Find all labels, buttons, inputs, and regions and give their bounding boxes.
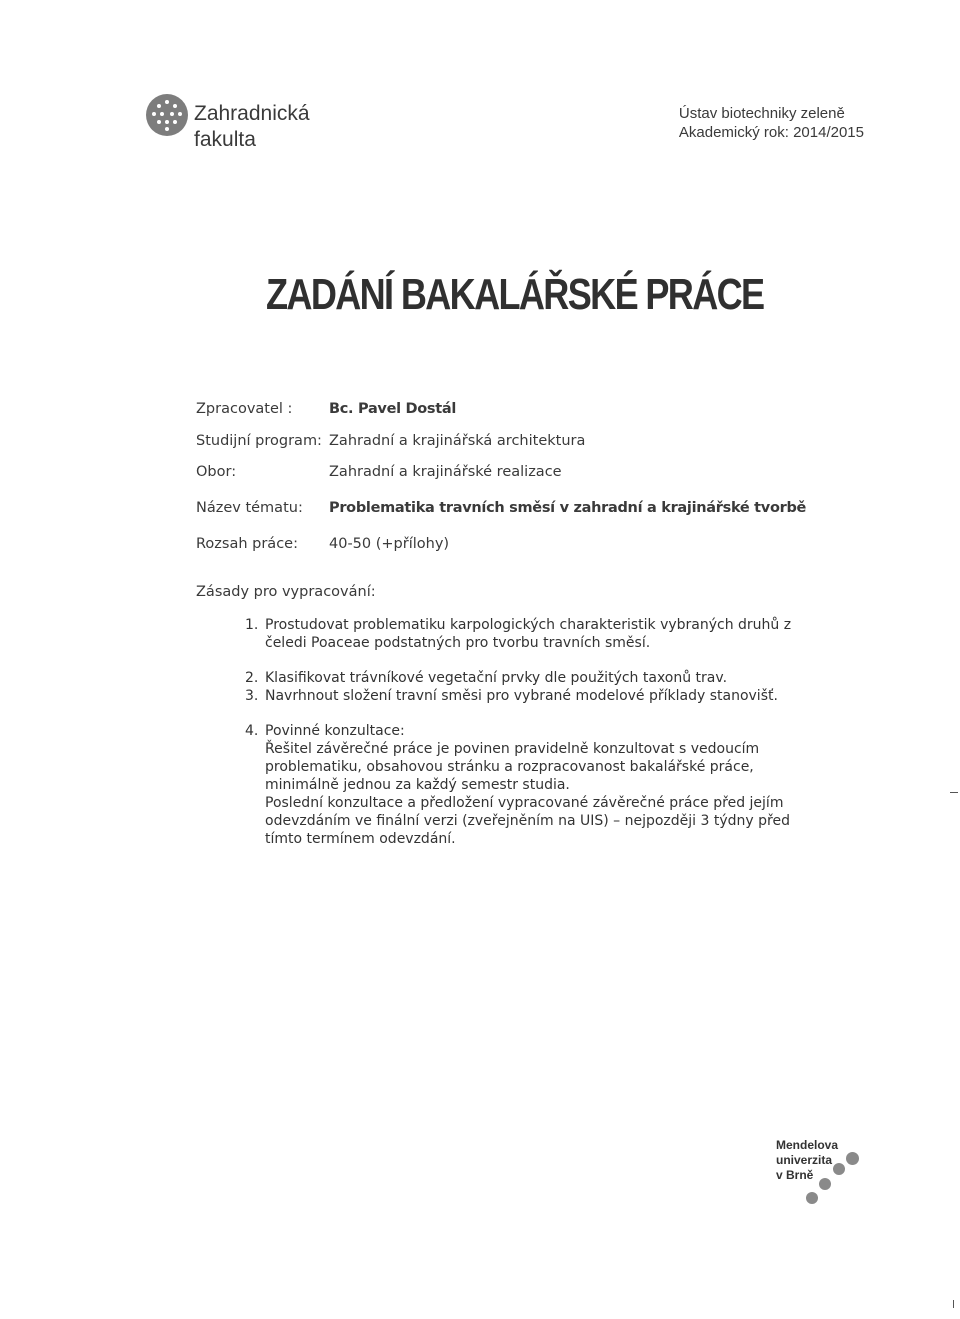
university-logo-dot-icon [819,1178,831,1190]
university-name-line3: v Brně [776,1168,814,1182]
program-label: Studijní program: [196,433,322,449]
university-logo-dot-icon [806,1192,818,1204]
extent-value: 40-50 (+přílohy) [329,536,450,552]
university-name-line1: Mendelova [776,1138,839,1152]
faculty-name [194,101,310,153]
university-logo-dot-icon [846,1152,859,1165]
topic-label: Název tématu: [196,500,303,516]
institute-block [679,104,864,142]
item-number: 1. [245,617,259,633]
item-number: 2. [245,670,259,686]
item-paragraph-1: Řešitel závěrečné práce je povinen pravidelně konzultovat s vedoucím problematiku, obsahovou stránku a rozpracovanost bakalářské práce, minimálně jednou za každý semestr studia. [265,741,760,793]
topic-value: Problematika travních směsí v zahradní a krajinářské tvorbě [329,500,807,516]
institute-name: Ústav biotechniky zeleně [678,105,845,122]
field-label: Obor: [196,464,237,480]
document-title: ZADÁNÍ BAKALÁŘSKÉ PRÁCE [266,270,764,319]
faculty-name-line1: Zahradnická [194,102,310,125]
field-value: Zahradní a krajinářské realizace [329,464,562,480]
item-body [265,722,825,848]
university-logo-text [776,1138,838,1183]
faculty-logo-icon [146,94,188,136]
university-logo-dot-icon [833,1163,845,1175]
extent-label: Rozsah práce: [196,536,298,552]
university-name-line2: univerzita [776,1153,833,1167]
item-paragraph-2: Poslední konzultace a předložení vypracované závěrečné práce před jejím odevzdáním ve finální verzi (zveřejněním na UIS) – nejpozději 3 týdny před tímto termínem odevzdání. [265,795,790,847]
item-text: Navrhnout složení travní směsi pro vybrané modelové příklady stanovišť. [265,688,778,704]
item-heading: Povinné konzultace: [265,723,405,739]
faculty-name-line2: fakulta [194,128,256,151]
scan-margin-mark [950,792,958,793]
author-label: Zpracovatel : [196,401,293,417]
principles-title: Zásady pro vypracování: [196,584,376,600]
item-number: 4. [245,723,259,739]
author-value: Bc. Pavel Dostál [329,401,457,417]
academic-year: Akademický rok: 2014/2015 [678,124,864,141]
scan-margin-mark [953,1300,954,1308]
item-text: Prostudovat problematiku karpologických charakteristik vybraných druhů z čeledi Poaceae podstatných pro tvorbu travních směsí. [265,617,792,651]
item-text: Klasifikovat trávníkové vegetační prvky dle použitých taxonů trav. [265,670,728,686]
item-number: 3. [245,688,259,704]
program-value: Zahradní a krajinářská architektura [329,433,586,449]
